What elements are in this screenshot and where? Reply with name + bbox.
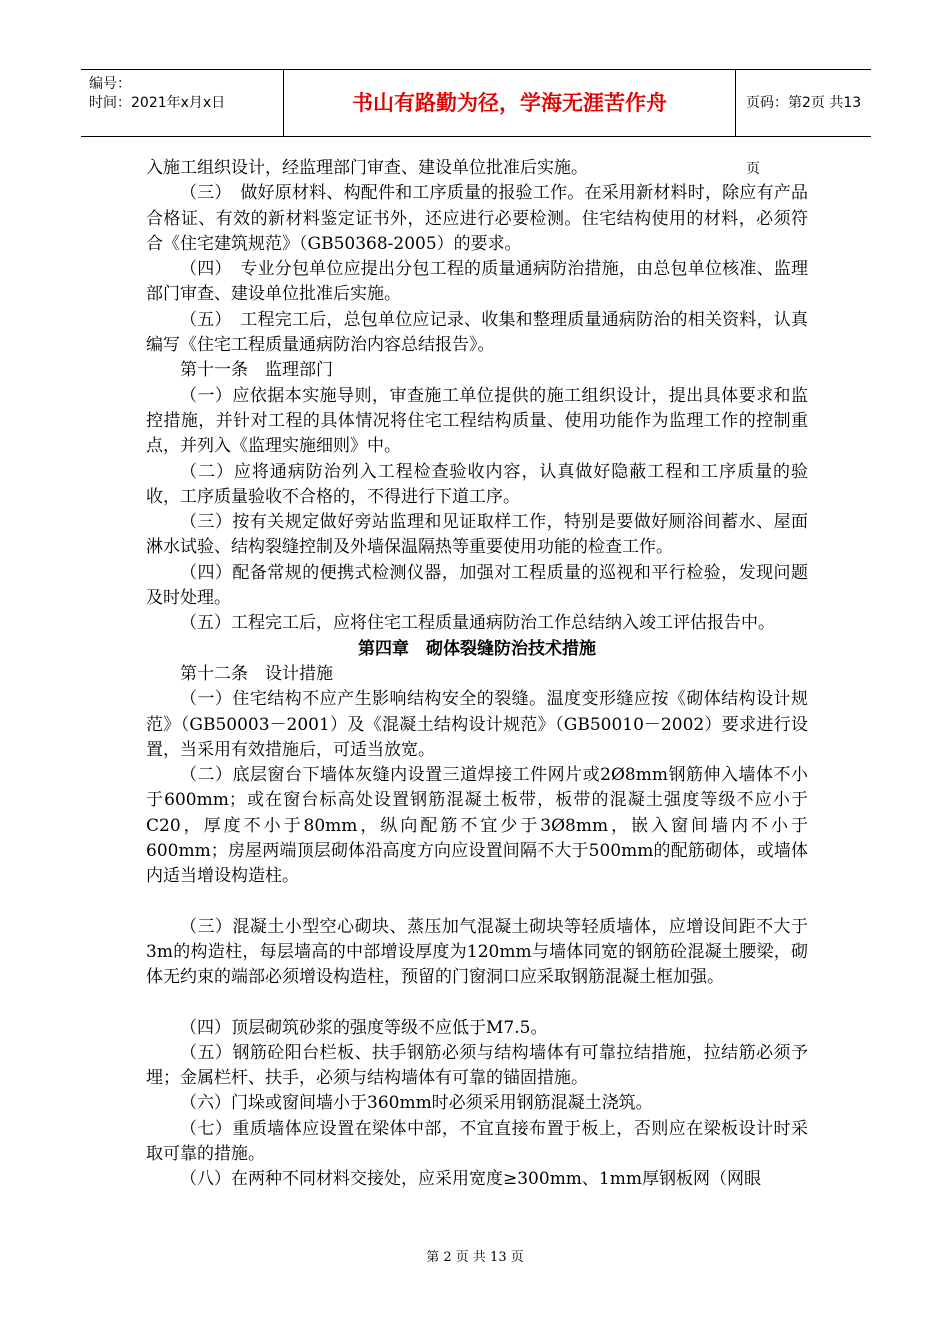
header-motto: 书山有路勤为径，学海无涯苦作舟 [284,70,736,136]
body-paragraph: （三）混凝土小型空心砌块、蒸压加气混凝土砌块等轻质墙体，应增设间距不大于3m的构造柱，每层墙高的中部增设厚度为120mm与墙体同宽的钢筋砼混凝土腰梁，砌体无约束的端部必须增设构造柱，预留的门窗洞口应采取钢筋混凝土框加强。 [146,916,808,988]
page-footer: 第 2 页 共 13 页 [426,1250,524,1265]
body-paragraph: （四） 专业分包单位应提出分包工程的质量通病防治措施，由总包单位核准、监理部门审查、建设单位批准后实施。 [146,259,808,305]
body-paragraph: （一）住宅结构不应产生影响结构安全的裂缝。温度变形缝应按《砌体结构设计规范》（GB50003－2001）及《混凝土结构设计规范》（GB50010－2002）要求进行设置，当采用有效措施后，可适当放宽。 [146,689,808,760]
header-page-info: 页码：第2页 共13页 [746,95,862,177]
body-paragraph: （四）配备常规的便携式检测仪器，加强对工程质量的巡视和平行检验，发现问题及时处理。 [146,562,808,609]
body-paragraph: （六）门垛或窗间墙小于360mm时必须采用钢筋混凝土浇筑。 [180,1093,653,1114]
body-paragraph: （四）顶层砌筑砂浆的强度等级不应低于M7.5。 [180,1017,548,1038]
header-meta-cell [81,70,284,136]
document-body [146,156,808,1193]
body-paragraph: （五） 工程完工后，总包单位应记录、收集和整理质量通病防治的相关资料，认真编写《住宅工程质量通病防治内容总结报告》。 [146,309,808,356]
document-number-label: 编号： [89,76,131,92]
body-paragraph: （五）钢筋砼阳台栏板、扶手钢筋必须与结构墙体有可靠拉结措施，拉结筋必须予埋；金属栏杆、扶手，必须与结构墙体有可靠的锚固措施。 [146,1042,808,1089]
body-paragraph: 第十一条 监理部门 [180,360,333,381]
body-paragraph: （二）底层窗台下墙体灰缝内设置三道焊接工件网片或2Ø8mm钢筋伸入墙体不小于600mm；或在窗台标高处设置钢筋混凝土板带，板带的混凝土强度等级不应小于C20，厚度不小于80mm，纵向配筋不宜少于3Ø8mm，嵌入窗间墙内不小于600mm；房屋两端顶层砌体沿高度方向应设置间隔不大于500mm的配筋砌体，或墙体内适当增设构造柱。 [146,765,808,887]
body-paragraph: （八）在两种不同材料交接处，应采用宽度≥300mm、1mm厚钢板网（网眼 [180,1169,761,1190]
body-paragraph: （七）重质墙体应设置在梁体中部，不宜直接布置于板上，否则应在梁板设计时采取可靠的措施。 [146,1118,808,1164]
document-date: 时间：2021年x月x日 [89,95,226,111]
body-paragraph: （三） 做好原材料、构配件和工序质量的报验工作。在采用新材料时，除应有产品合格证、有效的新材料鉴定证书外，还应进行必要检测。住宅结构使用的材料，必须符合《住宅建筑规范》（GB50368-2005）的要求。 [146,183,808,254]
body-paragraph: 第十二条 设计措施 [180,663,333,684]
body-paragraph: （一）应依据本实施导则，审查施工单位提供的施工组织设计，提出具体要求和监控措施，并针对工程的具体情况将住宅工程结构质量、使用功能作为监理工作的控制重点，并列入《监理实施细则》中。 [146,385,808,457]
chapter-heading: 第四章 砌体裂缝防治技术措施 [358,638,596,659]
blank-line [146,890,808,915]
body-paragraph: 入施工组织设计，经监理部门审查、建设单位批准后实施。 [146,158,588,178]
body-paragraph: （三）按有关规定做好旁站监理和见证取样工作，特别是要做好厕浴间蓄水、屋面淋水试验、结构裂缝控制及外墙保温隔热等重要使用功能的检查工作。 [146,512,808,558]
blank-line [146,991,808,1016]
body-paragraph: （五）工程完工后，应将住宅工程质量通病防治工作总结纳入竣工评估报告中。 [180,613,775,634]
body-paragraph: （二）应将通病防治列入工程检查验收内容，认真做好隐蔽工程和工序质量的验收，工序质量验收不合格的，不得进行下道工序。 [146,461,808,507]
